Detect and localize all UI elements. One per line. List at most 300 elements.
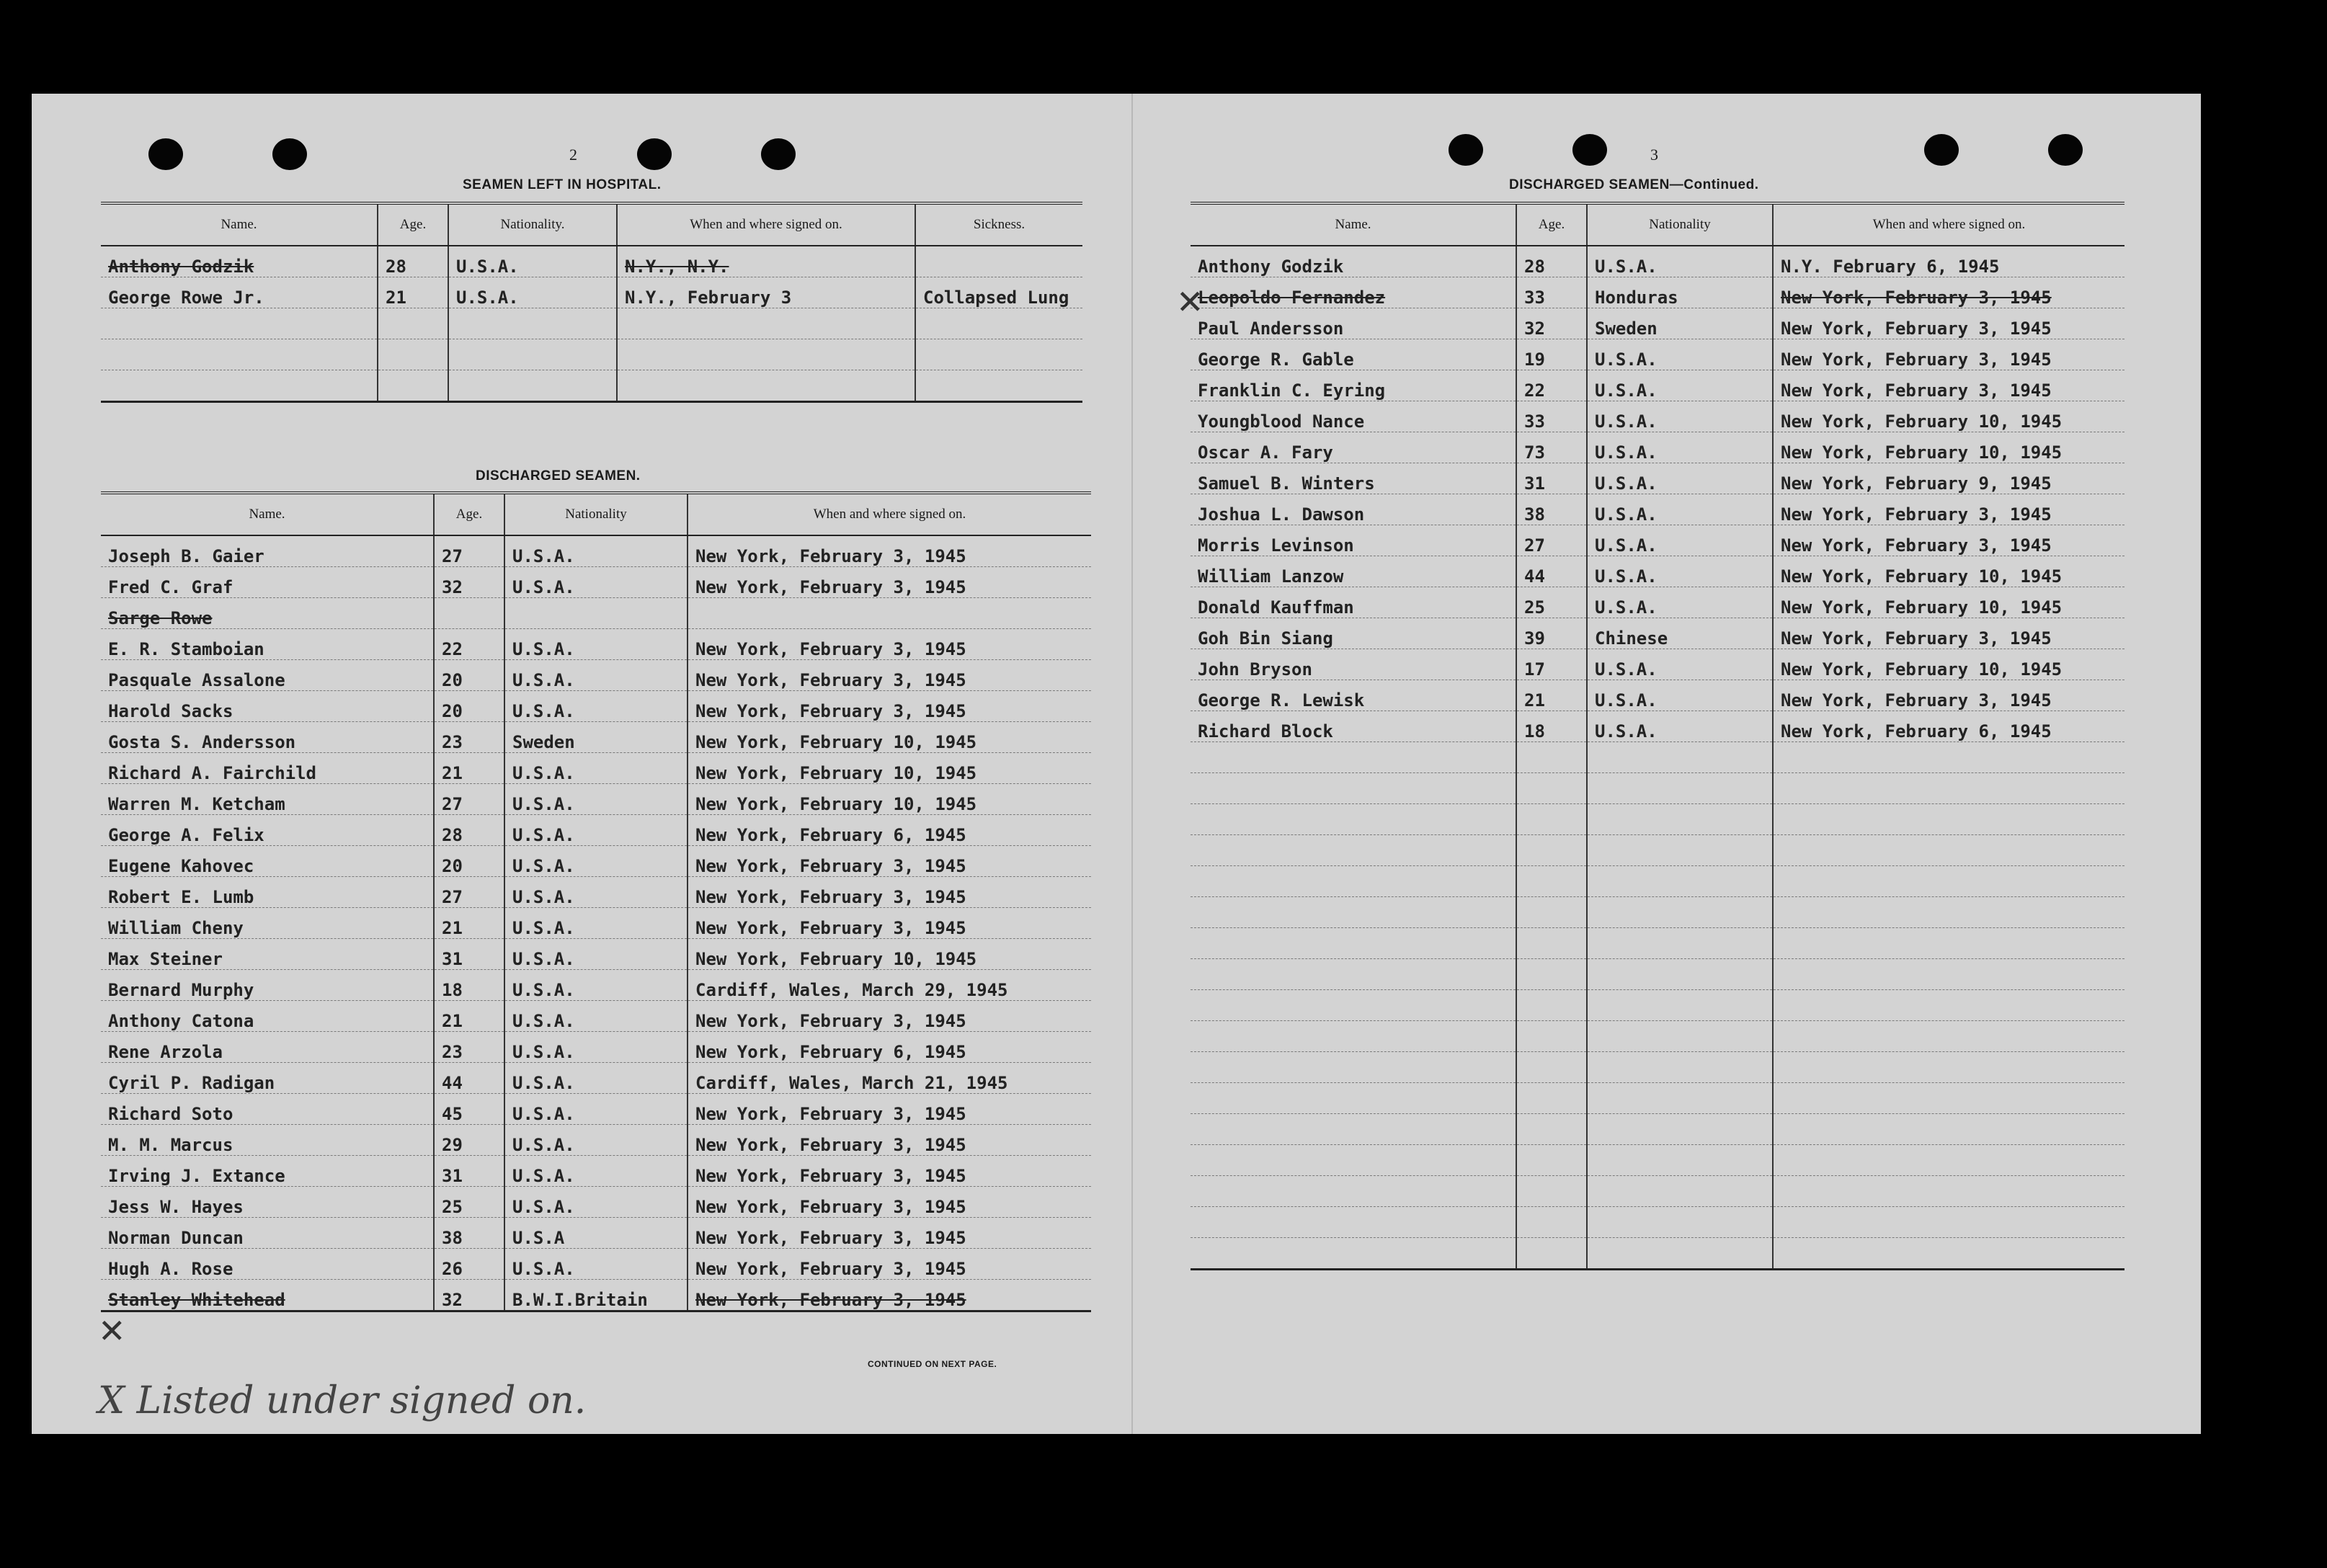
cell-name: Warren M. Ketcham [101, 784, 434, 815]
cell-name [1191, 804, 1516, 835]
table-row [1191, 897, 2124, 928]
cell-name: Hugh A. Rose [101, 1249, 434, 1280]
cell-name [101, 308, 378, 339]
cell-name [1191, 1145, 1516, 1176]
cell-nationality: U.S.A. [1587, 494, 1773, 525]
cell-nationality: U.S.A. [504, 567, 688, 598]
table-row [1191, 401, 2124, 432]
cell-age: 28 [1516, 246, 1587, 277]
cell-signed-on [1773, 1145, 2124, 1176]
cell-nationality: Chinese [1587, 618, 1773, 649]
cell-signed-on: Cardiff, Wales, March 21, 1945 [688, 1063, 1091, 1094]
cell-nationality: U.S.A. [1587, 711, 1773, 742]
cell-name [1191, 897, 1516, 928]
table-row [101, 535, 1091, 567]
cell-signed-on: New York, February 3, 1945 [688, 1156, 1091, 1187]
cell-age: 32 [1516, 308, 1587, 339]
cell-age: 21 [1516, 680, 1587, 711]
cell-age [1516, 866, 1587, 897]
col-nationality: Nationality [504, 493, 688, 535]
continued-note: CONTINUED ON NEXT PAGE. [868, 1359, 997, 1369]
cell-signed-on [1773, 1083, 2124, 1114]
cell-signed-on: New York, February 3, 1945 [1773, 277, 2124, 308]
cell-name: William Lanzow [1191, 556, 1516, 587]
cell-age: 27 [434, 784, 504, 815]
cell-nationality: U.S.A. [504, 660, 688, 691]
cell-nationality: U.S.A. [504, 1125, 688, 1156]
cell-age: 29 [434, 1125, 504, 1156]
table-row [101, 1156, 1091, 1187]
cell-sickness: Collapsed Lung [915, 277, 1082, 308]
cell-signed-on: New York, February 3, 1945 [1773, 680, 2124, 711]
cell-age: 21 [434, 1001, 504, 1032]
cell-name: Pasquale Assalone [101, 660, 434, 691]
col-name: Name. [1191, 203, 1516, 246]
cell-nationality [448, 339, 617, 370]
table-row [1191, 587, 2124, 618]
cell-name: Oscar A. Fary [1191, 432, 1516, 463]
cell-age: 28 [434, 815, 504, 846]
cell-name [1191, 1238, 1516, 1270]
cell-nationality: U.S.A. [1587, 587, 1773, 618]
cell-age [1516, 804, 1587, 835]
cell-age: 25 [1516, 587, 1587, 618]
discharged-header-row [101, 493, 1091, 535]
cell-age [1516, 1021, 1587, 1052]
cell-signed-on: New York, February 9, 1945 [1773, 463, 2124, 494]
cell-age: 44 [434, 1063, 504, 1094]
cell-signed-on: New York, February 10, 1945 [1773, 587, 2124, 618]
table-row [101, 1280, 1091, 1311]
table-row [101, 1187, 1091, 1218]
cell-nationality: U.S.A. [504, 629, 688, 660]
table-row [101, 277, 1082, 308]
cell-age: 31 [434, 939, 504, 970]
table-row [1191, 463, 2124, 494]
cell-signed-on: N.Y., N.Y. [617, 246, 915, 277]
table-row [1191, 1238, 2124, 1270]
cell-nationality: Honduras [1587, 277, 1773, 308]
cell-signed-on [1773, 804, 2124, 835]
cell-signed-on: New York, February 3, 1945 [688, 1249, 1091, 1280]
cell-signed-on: New York, February 3, 1945 [688, 660, 1091, 691]
cell-name: Franklin C. Eyring [1191, 370, 1516, 401]
cell-signed-on: New York, February 10, 1945 [1773, 649, 2124, 680]
cell-name: Stanley Whitehead [101, 1280, 434, 1311]
cell-age [378, 370, 448, 402]
table-row [101, 1094, 1091, 1125]
cell-nationality: U.S.A. [448, 246, 617, 277]
cell-nationality: U.S.A. [504, 1187, 688, 1218]
cell-name: Richard Soto [101, 1094, 434, 1125]
cell-signed-on: New York, February 3, 1945 [688, 629, 1091, 660]
cell-name: Eugene Kahovec [101, 846, 434, 877]
cell-name [1191, 835, 1516, 866]
x-mark: ✕ [1176, 282, 1204, 321]
cell-name: William Cheny [101, 908, 434, 939]
table-row [1191, 959, 2124, 990]
cell-name: Anthony Godzik [101, 246, 378, 277]
cell-nationality: U.S.A. [504, 1094, 688, 1125]
cell-age: 17 [1516, 649, 1587, 680]
table-row [101, 691, 1091, 722]
table-row [101, 1001, 1091, 1032]
cell-name: Bernard Murphy [101, 970, 434, 1001]
cell-nationality [1587, 959, 1773, 990]
cell-name: Joshua L. Dawson [1191, 494, 1516, 525]
table-row [1191, 1021, 2124, 1052]
cell-signed-on: New York, February 3, 1945 [1773, 618, 2124, 649]
cell-nationality [1587, 1207, 1773, 1238]
table-row [101, 629, 1091, 660]
continued-header-row [1191, 203, 2124, 246]
cell-age: 39 [1516, 618, 1587, 649]
cell-name: Anthony Catona [101, 1001, 434, 1032]
cell-signed-on [1773, 959, 2124, 990]
cell-nationality: U.S.A. [504, 753, 688, 784]
cell-nationality: U.S.A. [504, 535, 688, 567]
cell-signed-on: New York, February 10, 1945 [688, 784, 1091, 815]
cell-signed-on: New York, February 3, 1945 [688, 691, 1091, 722]
table-row [1191, 246, 2124, 277]
cell-signed-on [1773, 897, 2124, 928]
cell-nationality: U.S.A. [504, 1001, 688, 1032]
table-row [101, 846, 1091, 877]
cell-signed-on [1773, 1021, 2124, 1052]
cell-signed-on: New York, February 3, 1945 [688, 1280, 1091, 1311]
discharged-section-title: DISCHARGED SEAMEN. [476, 468, 641, 484]
cell-age [1516, 742, 1587, 773]
cell-name: M. M. Marcus [101, 1125, 434, 1156]
cell-name: George R. Gable [1191, 339, 1516, 370]
table-row [101, 722, 1091, 753]
cell-age: 32 [434, 567, 504, 598]
table-row [1191, 339, 2124, 370]
cell-age [1516, 1114, 1587, 1145]
cell-signed-on [1773, 866, 2124, 897]
table-row [101, 815, 1091, 846]
cell-name: Harold Sacks [101, 691, 434, 722]
cell-age: 22 [1516, 370, 1587, 401]
cell-name: Gosta S. Andersson [101, 722, 434, 753]
cell-nationality: U.S.A. [504, 939, 688, 970]
cell-sickness [915, 339, 1082, 370]
cell-signed-on: New York, February 3, 1945 [688, 535, 1091, 567]
cell-nationality: U.S.A. [504, 1156, 688, 1187]
col-age: Age. [434, 493, 504, 535]
cell-nationality: U.S.A. [504, 1063, 688, 1094]
hospital-header-row [101, 203, 1082, 246]
cell-name: Joseph B. Gaier [101, 535, 434, 567]
table-row [101, 1063, 1091, 1094]
cell-name: Richard A. Fairchild [101, 753, 434, 784]
cell-name [1191, 1052, 1516, 1083]
cell-nationality [1587, 1083, 1773, 1114]
cell-signed-on: New York, February 10, 1945 [688, 753, 1091, 784]
cell-age [1516, 773, 1587, 804]
cell-nationality [448, 370, 617, 402]
cell-signed-on: New York, February 3, 1945 [688, 846, 1091, 877]
cell-name: Cyril P. Radigan [101, 1063, 434, 1094]
table-row [101, 308, 1082, 339]
cell-nationality [1587, 804, 1773, 835]
cell-age: 45 [434, 1094, 504, 1125]
cell-age [434, 598, 504, 629]
cell-age: 19 [1516, 339, 1587, 370]
table-row [1191, 773, 2124, 804]
table-row [1191, 1083, 2124, 1114]
cell-signed-on: New York, February 6, 1945 [688, 1032, 1091, 1063]
cell-age: 20 [434, 691, 504, 722]
binder-hole [1572, 134, 1607, 166]
cell-nationality [1587, 897, 1773, 928]
cell-name: Anthony Godzik [1191, 246, 1516, 277]
table-row [1191, 494, 2124, 525]
cell-name: Youngblood Nance [1191, 401, 1516, 432]
cell-signed-on: New York, February 3, 1945 [688, 1125, 1091, 1156]
cell-nationality [1587, 773, 1773, 804]
table-row [101, 877, 1091, 908]
cell-name: Morris Levinson [1191, 525, 1516, 556]
continued-table [1191, 202, 2124, 1270]
cell-nationality: U.S.A. [1587, 463, 1773, 494]
cell-signed-on: N.Y., February 3 [617, 277, 915, 308]
cell-signed-on [1773, 1238, 2124, 1270]
cell-name [1191, 1176, 1516, 1207]
cell-age [1516, 1176, 1587, 1207]
binder-hole [637, 138, 672, 170]
cell-nationality [1587, 1052, 1773, 1083]
cell-signed-on [1773, 1207, 2124, 1238]
left-page [32, 94, 1133, 1434]
cell-nationality [1587, 835, 1773, 866]
table-row [1191, 804, 2124, 835]
cell-nationality: U.S.A. [1587, 525, 1773, 556]
table-row [1191, 866, 2124, 897]
cell-age: 38 [434, 1218, 504, 1249]
col-name: Name. [101, 203, 378, 246]
cell-name: Paul Andersson [1191, 308, 1516, 339]
cell-signed-on [617, 308, 915, 339]
table-row [1191, 680, 2124, 711]
cell-signed-on: New York, February 10, 1945 [688, 939, 1091, 970]
cell-name [1191, 1021, 1516, 1052]
cell-signed-on: New York, February 6, 1945 [1773, 711, 2124, 742]
cell-name: John Bryson [1191, 649, 1516, 680]
table-row [1191, 1176, 2124, 1207]
cell-nationality: Sweden [504, 722, 688, 753]
table-row [1191, 649, 2124, 680]
cell-name: Donald Kauffman [1191, 587, 1516, 618]
table-row [101, 246, 1082, 277]
cell-nationality [1587, 990, 1773, 1021]
table-row [101, 753, 1091, 784]
table-row [101, 784, 1091, 815]
binder-hole [2048, 134, 2083, 166]
cell-nationality: U.S.A. [504, 1032, 688, 1063]
cell-sickness [915, 370, 1082, 402]
cell-name [101, 370, 378, 402]
cell-age: 33 [1516, 401, 1587, 432]
cell-signed-on: New York, February 3, 1945 [688, 908, 1091, 939]
cell-name: Max Steiner [101, 939, 434, 970]
cell-age: 27 [434, 535, 504, 567]
cell-signed-on: New York, February 10, 1945 [1773, 556, 2124, 587]
cell-signed-on: New York, February 10, 1945 [688, 722, 1091, 753]
cell-signed-on [617, 339, 915, 370]
cell-signed-on [1773, 1176, 2124, 1207]
table-row [1191, 277, 2124, 308]
cell-age: 27 [434, 877, 504, 908]
right-page [1133, 94, 2201, 1434]
cell-nationality: U.S.A. [504, 908, 688, 939]
cell-signed-on: New York, February 3, 1945 [1773, 339, 2124, 370]
cell-age [1516, 1207, 1587, 1238]
table-row [1191, 742, 2124, 773]
table-row [1191, 556, 2124, 587]
cell-name: George A. Felix [101, 815, 434, 846]
col-age: Age. [1516, 203, 1587, 246]
table-row [1191, 370, 2124, 401]
cell-signed-on [1773, 1114, 2124, 1145]
cell-age: 21 [434, 753, 504, 784]
col-nationality: Nationality. [448, 203, 617, 246]
table-row [1191, 835, 2124, 866]
cell-signed-on [1773, 990, 2124, 1021]
cell-nationality: U.S.A. [1587, 246, 1773, 277]
cell-name [1191, 959, 1516, 990]
cell-age: 73 [1516, 432, 1587, 463]
discharged-table [101, 491, 1091, 1312]
continued-section-title: DISCHARGED SEAMEN—Continued. [1509, 177, 1759, 192]
cell-signed-on: New York, February 3, 1945 [688, 1187, 1091, 1218]
cell-name: Jess W. Hayes [101, 1187, 434, 1218]
cell-name [1191, 928, 1516, 959]
table-row [1191, 990, 2124, 1021]
binder-hole [148, 138, 183, 170]
cell-age: 18 [1516, 711, 1587, 742]
cell-name [1191, 1083, 1516, 1114]
cell-signed-on [1773, 742, 2124, 773]
cell-name: Rene Arzola [101, 1032, 434, 1063]
table-row [101, 939, 1091, 970]
cell-age: 28 [378, 246, 448, 277]
cell-nationality: U.S.A [504, 1218, 688, 1249]
col-name: Name. [101, 493, 434, 535]
cell-signed-on: New York, February 10, 1945 [1773, 401, 2124, 432]
table-row [101, 908, 1091, 939]
cell-name [1191, 990, 1516, 1021]
table-row [1191, 928, 2124, 959]
cell-nationality: U.S.A. [1587, 401, 1773, 432]
cell-age [1516, 1238, 1587, 1270]
table-row [1191, 1207, 2124, 1238]
table-row [1191, 711, 2124, 742]
cell-age [1516, 1145, 1587, 1176]
cell-signed-on: New York, February 3, 1945 [688, 877, 1091, 908]
cell-name [1191, 742, 1516, 773]
cell-nationality: U.S.A. [1587, 649, 1773, 680]
cell-name: Leopoldo Fernandez [1191, 277, 1516, 308]
cell-age [1516, 1052, 1587, 1083]
cell-nationality [1587, 866, 1773, 897]
cell-age [1516, 959, 1587, 990]
table-row [101, 370, 1082, 402]
cell-signed-on [1773, 928, 2124, 959]
handwritten-note: X Listed under signed on. [98, 1379, 587, 1422]
table-row [1191, 1114, 2124, 1145]
hospital-section-title: SEAMEN LEFT IN HOSPITAL. [463, 177, 662, 192]
cell-nationality: Sweden [1587, 308, 1773, 339]
cell-signed-on: New York, February 3, 1945 [1773, 308, 2124, 339]
cell-age: 20 [434, 846, 504, 877]
binder-hole [1449, 134, 1483, 166]
cell-name: George Rowe Jr. [101, 277, 378, 308]
cell-age: 44 [1516, 556, 1587, 587]
cell-sickness [915, 308, 1082, 339]
cell-nationality: U.S.A. [504, 815, 688, 846]
table-row [101, 339, 1082, 370]
hospital-table [101, 202, 1082, 403]
cell-signed-on: New York, February 3, 1945 [688, 1094, 1091, 1125]
cell-signed-on: New York, February 3, 1945 [1773, 525, 2124, 556]
cell-age [378, 308, 448, 339]
col-nationality: Nationality [1587, 203, 1773, 246]
cell-age [378, 339, 448, 370]
cell-signed-on: New York, February 3, 1945 [1773, 494, 2124, 525]
cell-name: Robert E. Lumb [101, 877, 434, 908]
cell-nationality: U.S.A. [1587, 432, 1773, 463]
cell-signed-on: N.Y. February 6, 1945 [1773, 246, 2124, 277]
col-age: Age. [378, 203, 448, 246]
table-row [101, 1249, 1091, 1280]
cell-signed-on [1773, 835, 2124, 866]
cell-age [1516, 928, 1587, 959]
cell-age [1516, 897, 1587, 928]
cell-name: Richard Block [1191, 711, 1516, 742]
binder-hole [1924, 134, 1959, 166]
table-row [101, 1032, 1091, 1063]
col-signed-on: When and where signed on. [617, 203, 915, 246]
table-row [1191, 525, 2124, 556]
cell-nationality [1587, 1176, 1773, 1207]
cell-nationality: U.S.A. [1587, 370, 1773, 401]
table-row [1191, 1145, 2124, 1176]
cell-name: Norman Duncan [101, 1218, 434, 1249]
cell-nationality: U.S.A. [448, 277, 617, 308]
cell-signed-on: Cardiff, Wales, March 29, 1945 [688, 970, 1091, 1001]
table-row [101, 598, 1091, 629]
cell-age [1516, 835, 1587, 866]
x-mark: ✕ [98, 1311, 126, 1350]
cell-name: Sarge Rowe [101, 598, 434, 629]
cell-sickness [915, 246, 1082, 277]
cell-age: 18 [434, 970, 504, 1001]
cell-nationality: U.S.A. [504, 784, 688, 815]
cell-age: 32 [434, 1280, 504, 1311]
cell-name: Samuel B. Winters [1191, 463, 1516, 494]
cell-age: 31 [434, 1156, 504, 1187]
cell-age: 23 [434, 1032, 504, 1063]
cell-age: 31 [1516, 463, 1587, 494]
cell-nationality: U.S.A. [1587, 339, 1773, 370]
cell-age: 23 [434, 722, 504, 753]
cell-name: E. R. Stamboian [101, 629, 434, 660]
cell-nationality: U.S.A. [504, 1249, 688, 1280]
cell-name [1191, 1207, 1516, 1238]
cell-age: 22 [434, 629, 504, 660]
cell-nationality: U.S.A. [1587, 680, 1773, 711]
